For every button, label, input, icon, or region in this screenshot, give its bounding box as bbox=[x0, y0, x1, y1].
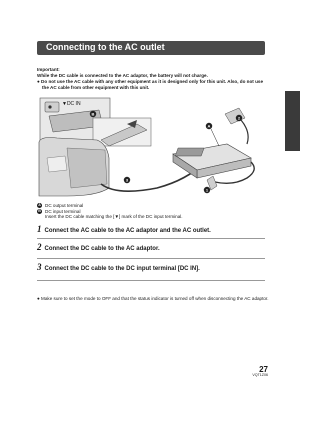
step-2 bbox=[37, 242, 269, 252]
svg-text:B: B bbox=[91, 111, 95, 117]
section-title: Connecting to the AC outlet bbox=[46, 42, 165, 52]
important-line-1: While the DC cable is connected to the AC adaptor, the battery will not charge. bbox=[37, 73, 208, 78]
page-number: 27 bbox=[259, 365, 268, 374]
important-line-2: ● Do not use the AC cable with any other equipment as it is designed only for this unit. Also, do not use the AC cable from other equipment with this unit. bbox=[37, 79, 264, 90]
svg-text:3: 3 bbox=[125, 177, 129, 183]
legend-b-mark: B bbox=[38, 208, 41, 213]
step-2-number: 2 bbox=[37, 242, 42, 252]
legend-a-text: DC output terminal bbox=[45, 203, 84, 208]
legend bbox=[37, 203, 269, 220]
connection-illustration bbox=[37, 96, 265, 200]
dc-in-label: ▼DC IN bbox=[62, 101, 81, 107]
step-1 bbox=[37, 224, 269, 234]
important-heading: Important: bbox=[37, 67, 60, 72]
divider bbox=[37, 280, 265, 281]
step-2-text: Connect the DC cable to the AC adaptor. bbox=[44, 246, 160, 252]
step-3-text: Connect the DC cable to the DC input terminal [DC IN]. bbox=[44, 266, 200, 272]
section-title-bar bbox=[37, 41, 265, 55]
svg-text:2: 2 bbox=[237, 115, 241, 121]
step-1-number: 1 bbox=[37, 224, 42, 234]
step-3-number: 3 bbox=[37, 262, 42, 272]
legend-b-text: DC input terminal bbox=[45, 208, 81, 214]
legend-b-note: Insert the DC cable matching the [▼] mark of the DC input terminal. bbox=[45, 214, 183, 220]
important-block bbox=[37, 67, 269, 91]
page-code: VQT1Z06 bbox=[252, 373, 268, 377]
svg-text:A: A bbox=[207, 123, 211, 129]
divider bbox=[37, 238, 265, 239]
disconnect-note: ● Make sure to set the mode to OFF and that the status indicator is turned off when disconnecting the AC adaptor. bbox=[37, 296, 269, 301]
legend-a-mark: A bbox=[38, 203, 41, 208]
step-1-text: Connect the AC cable to the AC adaptor and the AC outlet. bbox=[44, 228, 211, 234]
dc-in-port bbox=[45, 102, 59, 112]
step-3 bbox=[37, 262, 269, 272]
side-tab bbox=[285, 91, 300, 151]
divider bbox=[37, 258, 265, 259]
svg-text:1: 1 bbox=[205, 187, 209, 193]
